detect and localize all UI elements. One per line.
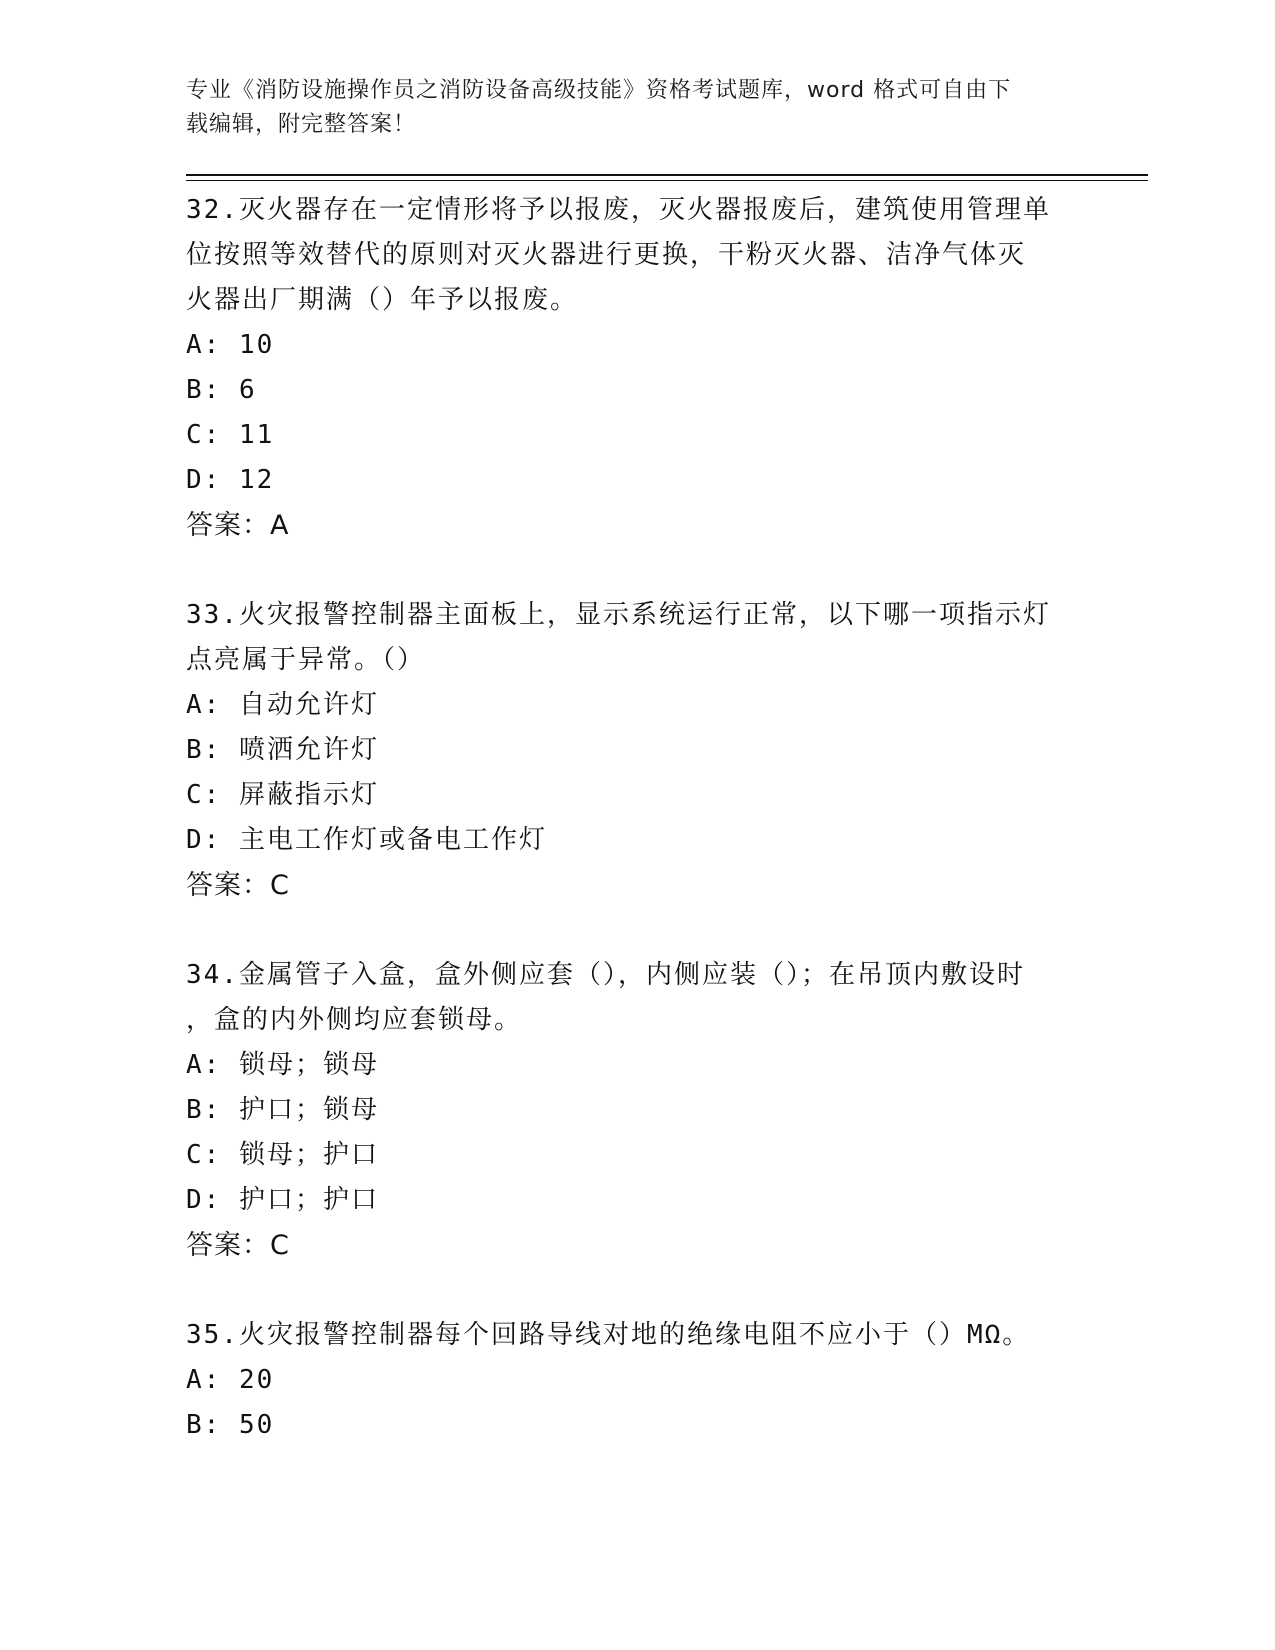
question-text-line: 33.火灾报警控制器主面板上，显示系统运行正常，以下哪一项指示灯 [186,600,1051,630]
option-d: D: 12 [186,465,275,495]
option-a: A: 10 [186,330,275,360]
header-line-1: 专业《消防设施操作员之消防设备高级技能》资格考试题库，word 格式可自由下 [186,78,1012,103]
document-header [186,74,1066,142]
answer-label: 答案：A [186,510,290,541]
header-divider-thick [186,174,1148,176]
option-a: A: 锁母；锁母 [186,1050,379,1080]
question-35 [186,1313,1086,1448]
question-34 [186,953,1086,1269]
question-text-line: 32.灭火器存在一定情形将予以报废，灭火器报废后，建筑使用管理单 [186,195,1051,225]
answer-label: 答案：C [186,870,290,901]
option-c: C: 11 [186,420,275,450]
question-33 [186,593,1086,909]
option-a: A: 20 [186,1365,275,1395]
question-text-line: ，盒的内外侧均应套锁母。 [186,1005,523,1035]
header-line-2: 载编辑，附完整答案！ [186,112,417,137]
option-b: B: 喷洒允许灯 [186,735,379,765]
option-b: B: 6 [186,375,257,405]
option-d: D: 主电工作灯或备电工作灯 [186,825,547,855]
option-a: A: 自动允许灯 [186,690,379,720]
question-list [186,188,1086,1492]
question-text-line: 35.火灾报警控制器每个回路导线对地的绝缘电阻不应小于（）MΩ。 [186,1320,1031,1350]
option-c: C: 屏蔽指示灯 [186,780,379,810]
option-b: B: 50 [186,1410,275,1440]
option-c: C: 锁母；护口 [186,1140,379,1170]
question-text-line: 火器出厂期满（）年予以报废。 [186,285,579,315]
answer-label: 答案：C [186,1230,290,1261]
question-32 [186,188,1086,549]
option-d: D: 护口；护口 [186,1185,379,1215]
option-b: B: 护口；锁母 [186,1095,379,1125]
question-text-line: 位按照等效替代的原则对灭火器进行更换，干粉灭火器、洁净气体灭 [186,240,1027,270]
header-divider-thin [186,180,1148,181]
question-text-line: 34.金属管子入盒，盒外侧应套（），内侧应装（）；在吊顶内敷设时 [186,960,1025,990]
question-text-line: 点亮属于异常。（） [186,645,426,675]
